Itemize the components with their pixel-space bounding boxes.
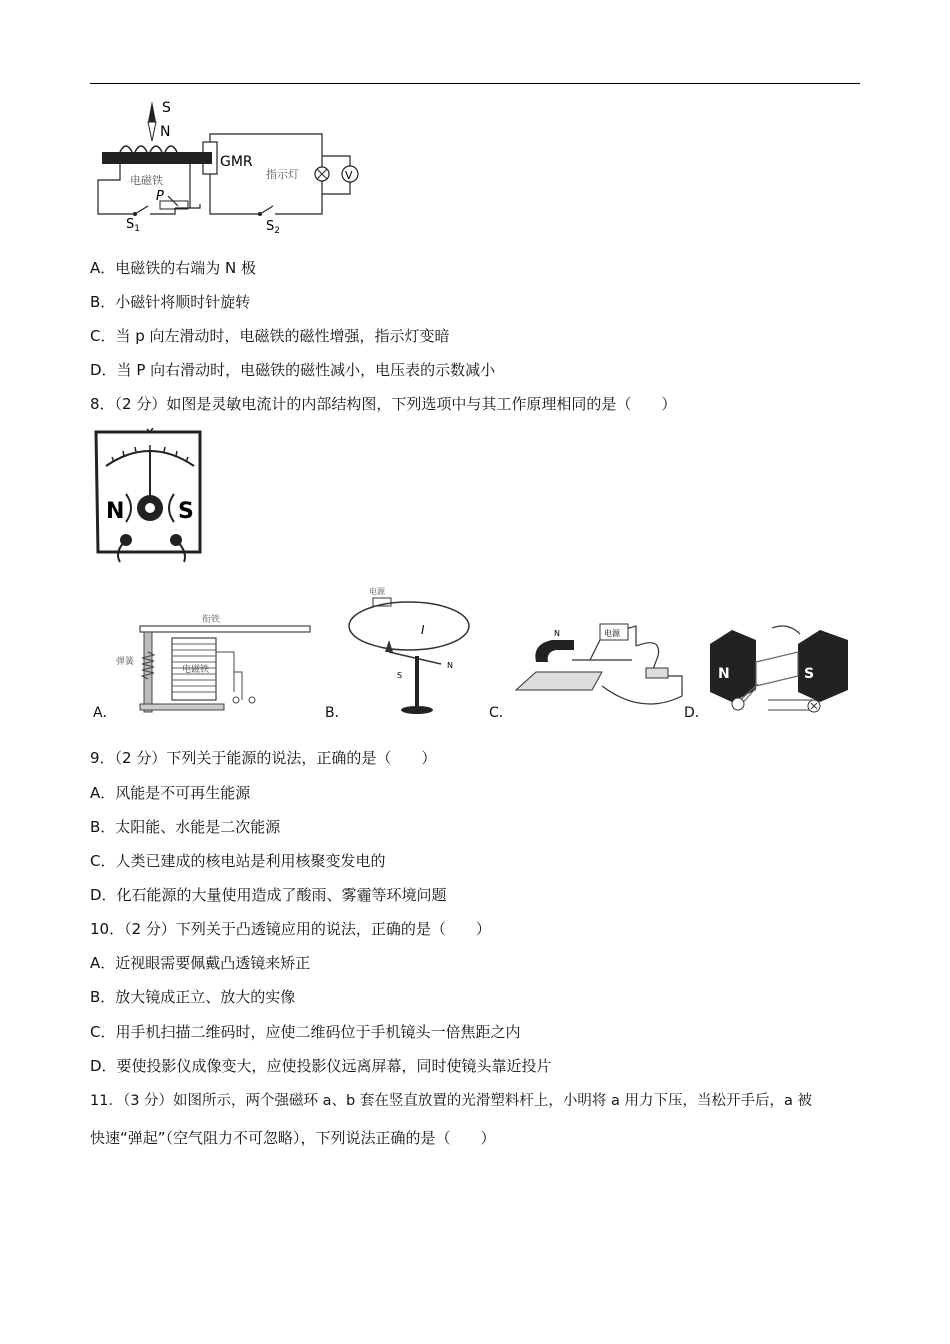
switch-s1-label: $S_1$ [126,217,140,234]
q11-stem-line1: 11．（3 分）如图所示，两个强磁环 a、b 套在竖直放置的光滑塑料杆上，小明将 a 用力下压，当松开手后，a 被 [90,1093,812,1109]
q8-option-c-label: C． [489,705,513,721]
wire-loop [349,602,469,650]
electromagnet-label: 电磁铁 [130,174,163,187]
d-s-label: S [804,666,815,682]
relay-coil-label: 电磁铁 [182,665,210,675]
b-n-label: N [447,661,453,670]
indicator-label: 指示灯 [266,168,299,181]
c-s-label: S [552,655,558,664]
magnet-n-block [710,630,756,702]
q7-circuit-figure [90,96,370,236]
q8-stem: 8．（2 分）如图是灵敏电流计的内部结构图，下列选项中与其工作原理相同的是（ ） [90,395,677,413]
slider-p-label: P [156,189,164,204]
svg-text:V: V [345,169,353,182]
magnet-n-label: N [106,499,125,524]
q9-option-a: A．风能是不可再生能源 [90,784,251,802]
b-battery-label: 电源 [369,587,385,596]
relay-spring-label: 弹簧 [116,657,135,667]
q8-option-c-figure [512,616,688,716]
compass-s-label: S [162,100,171,116]
electromagnet-core [102,152,212,164]
relay-iron-label: 衔铁 [202,615,221,625]
b-current-label: I [421,623,425,637]
q7-option-c: C．当 p 向左滑动时，电磁铁的磁性增强，指示灯变暗 [90,327,450,345]
b-s-label: S [397,671,403,680]
q8-option-b-figure [345,584,475,716]
galvanometer-figure [92,428,207,564]
q11-stem-line2: 快速“弹起”（空气阻力不可忽略），下列说法正确的是（ ） [90,1129,496,1147]
q8-option-a-label: A． [93,705,117,721]
switch-s2-label: $S_2$ [266,219,280,236]
d-n-label: N [718,666,730,682]
q8-option-d-label: D． [684,705,709,721]
q7-option-a: A．电磁铁的右端为 N 极 [90,259,257,277]
header-rule [90,83,860,84]
armature-bar [140,626,310,632]
q10-stem: 10．（2 分）下列关于凸透镜应用的说法，正确的是（ ） [90,920,491,938]
q7-option-b: B．小磁针将顺时针旋转 [90,293,251,311]
rotating-coil [756,652,798,686]
compass-needle-icon [148,101,156,122]
c-source-label: 电源 [604,629,620,638]
compass-n-label: N [160,124,171,140]
c-n-label: N [554,629,560,638]
q8-option-b-label: B． [325,705,349,721]
q9-option-d: D．化石能源的大量使用造成了酸雨、雾霾等环境问题 [90,886,447,904]
q8-option-d-figure [708,620,858,716]
q9-option-b: B．太阳能、水能是二次能源 [90,818,281,836]
q10-option-c: C．用手机扫描二维码时，应使二维码位于手机镜头一倍焦距之内 [90,1023,521,1041]
switch-icon [646,668,668,678]
q10-option-d: D．要使投影仪成像变大，应使投影仪远离屏幕，同时使镜头靠近投片 [90,1057,552,1075]
q10-option-b: B．放大镜成正立、放大的实像 [90,988,296,1006]
q9-option-c: C．人类已建成的核电站是利用核聚变发电的 [90,852,386,870]
q9-stem: 9．（2 分）下列关于能源的说法，正确的是（ ） [90,749,437,767]
q7-option-d: D．当 P 向右滑动时，电磁铁的磁性减小，电压表的示数减小 [90,361,496,379]
q10-option-a: A．近视眼需要佩戴凸透镜来矫正 [90,954,311,972]
q8-option-a-figure [112,612,312,716]
compass-needle-icon [385,640,393,652]
magnet-s-label: S [178,499,194,524]
gmr-label: GMR [220,154,253,170]
